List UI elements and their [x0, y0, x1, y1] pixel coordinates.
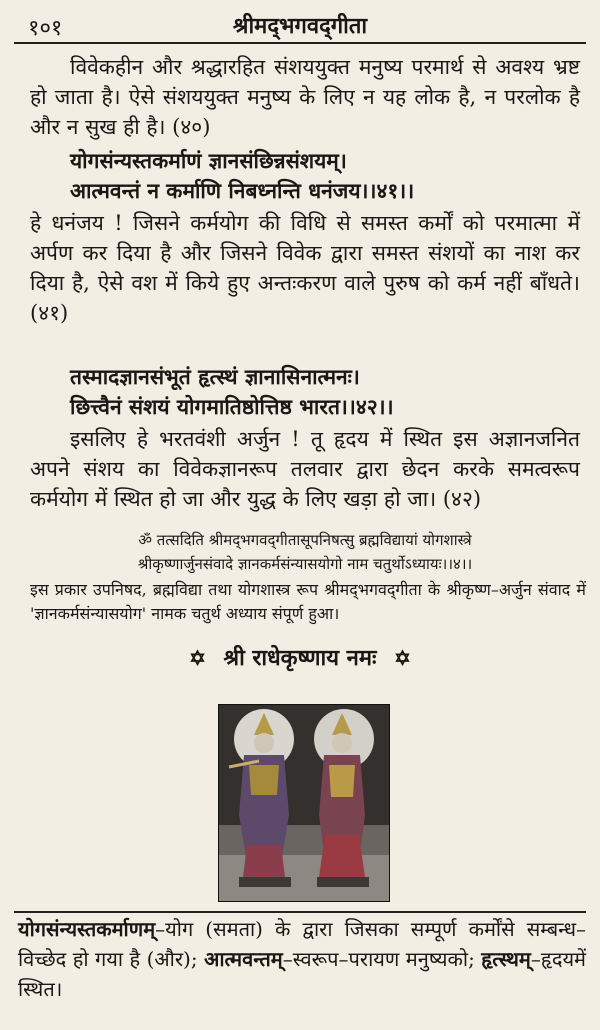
star-of-david-icon: ✡ [394, 646, 411, 670]
radha-krishna-photo [218, 704, 390, 902]
glossary-def-1: –योग (समता) के द्वारा जिसका सम्पूर्ण कर्मोंसे सम्बन्ध–विच्छेद हो गया है (और); [18, 917, 586, 971]
verse-42 [70, 362, 580, 422]
colophon-translation: इस प्रकार उपनिषद, ब्रह्मविद्या तथा योगशास्त्र रूप श्रीमद्‍भगवद्‍गीता के श्रीकृष्ण–अर्जुन संवाद में 'ज्ञानकर्मसंन्यासयोग' नामक चतुर्थ अध्याय संपूर्ण हुआ। [30, 580, 586, 623]
paragraph-41: हे धनंजय ! जिसने कर्मयोग की विधि से समस्त कर्मों को परमात्मा में अर्पण कर दिया है और जिसने विवेक द्वारा समस्त संशयों का नाश कर दिया है, ऐसे वश में किये हुए अन्तःकरण वाले पुरुष को कर्म नहीं बाँधते। (४१) [30, 211, 580, 325]
footnote-divider [14, 911, 586, 913]
verse-42-line-1: तस्मादज्ञानसंभूतं हृत्स्थं ज्ञानासिनात्मनः। [70, 364, 360, 389]
verse-42-line-2: छित्त्वैनं संशयं योगमातिष्ठोत्तिष्ठ भारत।।४२।। [70, 394, 394, 419]
verse-41-line-1: योगसंन्यस्तकर्माणं ज्ञानसंछिन्नसंशयम्। [70, 148, 347, 173]
invocation-text: श्री राधेकृष्णाय नमः [223, 645, 377, 671]
invocation [0, 642, 600, 672]
running-title: श्रीमद्‍भगवद्‍गीता [232, 13, 368, 39]
page-number: १०१ [28, 16, 63, 41]
chapter-colophon [30, 528, 580, 576]
page-header [14, 8, 586, 44]
star-of-david-icon: ✡ [189, 646, 206, 670]
glossary-term-3: हृत्स्थम् [481, 947, 531, 971]
colophon-line-1: ॐ तत्सदिति श्रीमद्‍भगवद्‍गीतासूपनिषत्सु ब्रह्मविद्यायां योगशास्त्रे [138, 531, 472, 549]
radha-krishna-idols-illustration [219, 705, 389, 901]
paragraph-42: इसलिए हे भरतवंशी अर्जुन ! तू हृदय में स्थित इस अज्ञानजनित अपने संशय का विवेकज्ञानरूप तलवार द्वारा छेदन करके समत्वरूप कर्मयोग में स्थित हो जा और युद्ध के लिए खड़ा हो जा। (४२) [30, 427, 580, 511]
glossary-def-2: –स्वरूप–परायण मनुष्यको; [282, 947, 475, 971]
verse-41 [70, 146, 580, 206]
glossary [18, 914, 586, 1004]
glossary-term-1: योगसंन्यस्तकर्माणम् [18, 917, 156, 941]
paragraph-40: विवेकहीन और श्रद्धारहित संशययुक्त मनुष्य परमार्थ से अवश्य भ्रष्ट हो जाता है। ऐसे संशययुक्त मनुष्य के लिए न यह लोक है, न परलोक है और न सुख ही है। (४०) [30, 55, 580, 139]
colophon-line-2: श्रीकृष्णार्जुनसंवादे ज्ञानकर्मसंन्यासयोगो नाम चतुर्थोऽध्यायः।।४।। [137, 555, 473, 573]
verse-41-line-2: आत्मवन्तं न कर्माणि निबध्नन्ति धनंजय।।४१।। [70, 178, 415, 203]
glossary-term-2: आत्मवन्तम् [204, 947, 283, 971]
glossary-def-3: –हृदयमें स्थित। [18, 947, 587, 1001]
